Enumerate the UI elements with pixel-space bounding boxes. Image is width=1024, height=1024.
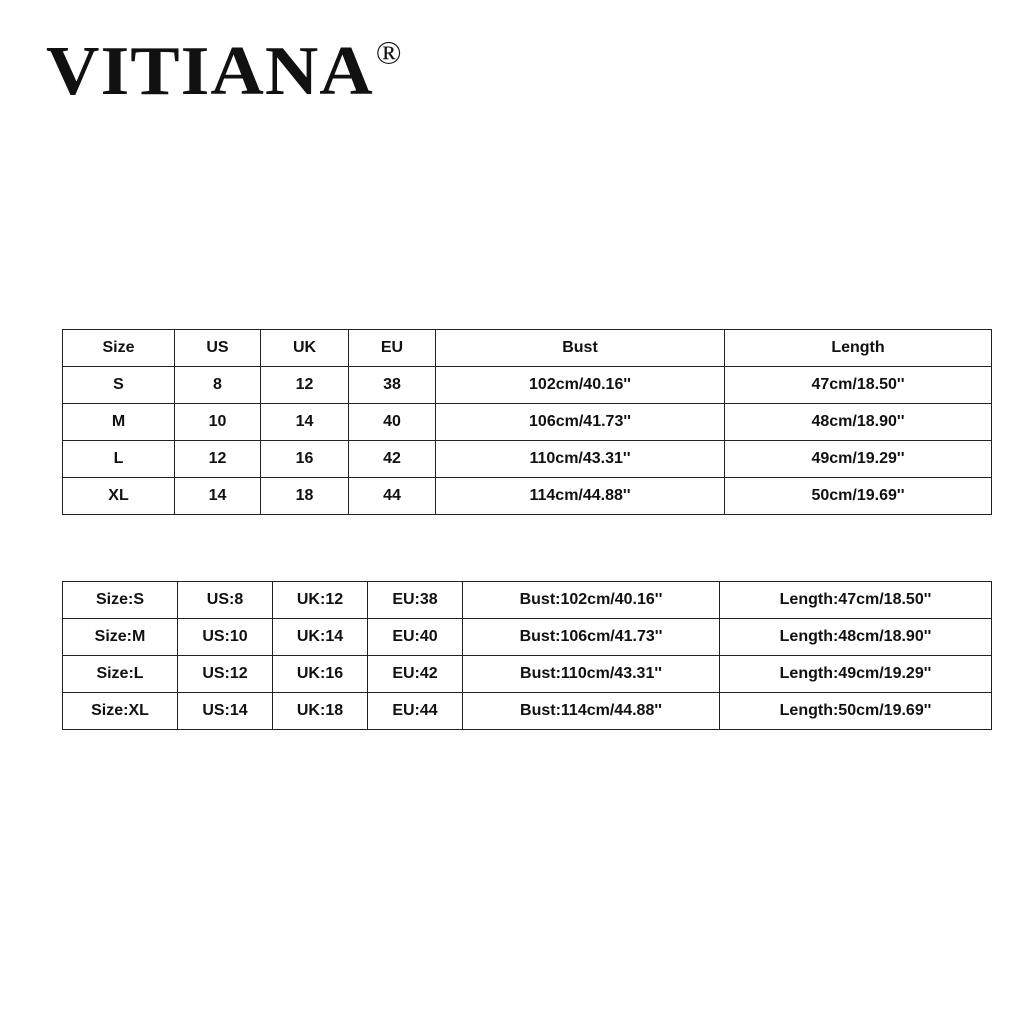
table-row [63,367,992,404]
table-cell: UK:14 [273,619,368,656]
table-cell: Bust:110cm/43.31'' [463,656,720,693]
table-cell: 8 [175,367,261,404]
table-cell: US:14 [178,693,273,730]
table-cell: Length:49cm/19.29'' [720,656,992,693]
table-cell: 106cm/41.73'' [436,404,725,441]
size-table-labeled [62,581,992,730]
table-cell: S [63,367,175,404]
table-cell: M [63,404,175,441]
table-cell: Bust:102cm/40.16'' [463,582,720,619]
table-row [63,656,992,693]
table-cell: Length:48cm/18.90'' [720,619,992,656]
table-cell: 48cm/18.90'' [725,404,992,441]
table-cell: UK:18 [273,693,368,730]
table-row [63,582,992,619]
table-cell: Length:50cm/19.69'' [720,693,992,730]
column-header: US [175,330,261,367]
table-cell: 44 [349,478,436,515]
table-cell: US:8 [178,582,273,619]
table-cell: US:12 [178,656,273,693]
column-header: Size [63,330,175,367]
table-cell: L [63,441,175,478]
table-cell: 18 [261,478,349,515]
table-cell: 10 [175,404,261,441]
table-cell: 12 [175,441,261,478]
table-cell: 110cm/43.31'' [436,441,725,478]
table-cell: 12 [261,367,349,404]
table-cell: Size:M [63,619,178,656]
header-row [63,330,992,367]
column-header: Length [725,330,992,367]
table-cell: 38 [349,367,436,404]
table-cell: Size:L [63,656,178,693]
registered-mark: ® [375,36,403,72]
table-row [63,619,992,656]
table-cell: 14 [261,404,349,441]
brand-logo [46,32,403,110]
table-cell: 50cm/19.69'' [725,478,992,515]
table-row [63,441,992,478]
table-cell: UK:16 [273,656,368,693]
table-cell: 47cm/18.50'' [725,367,992,404]
table-cell: Size:XL [63,693,178,730]
table-cell: EU:44 [368,693,463,730]
table-cell: Length:47cm/18.50'' [720,582,992,619]
column-header: UK [261,330,349,367]
table-cell: 42 [349,441,436,478]
table-cell: US:10 [178,619,273,656]
table-cell: 40 [349,404,436,441]
table-cell: 14 [175,478,261,515]
table-cell: EU:40 [368,619,463,656]
table-cell: Bust:114cm/44.88'' [463,693,720,730]
table-cell: EU:42 [368,656,463,693]
table-row [63,693,992,730]
table-cell: UK:12 [273,582,368,619]
table-cell: 49cm/19.29'' [725,441,992,478]
table-cell: EU:38 [368,582,463,619]
table-cell: 102cm/40.16'' [436,367,725,404]
size-table-columns [62,329,992,515]
table-cell: XL [63,478,175,515]
table-cell: Bust:106cm/41.73'' [463,619,720,656]
table-cell: 16 [261,441,349,478]
table-row [63,404,992,441]
column-header: Bust [436,330,725,367]
table-row [63,478,992,515]
table-cell: 114cm/44.88'' [436,478,725,515]
brand-name: VITIANA [46,32,374,110]
table-cell: Size:S [63,582,178,619]
column-header: EU [349,330,436,367]
